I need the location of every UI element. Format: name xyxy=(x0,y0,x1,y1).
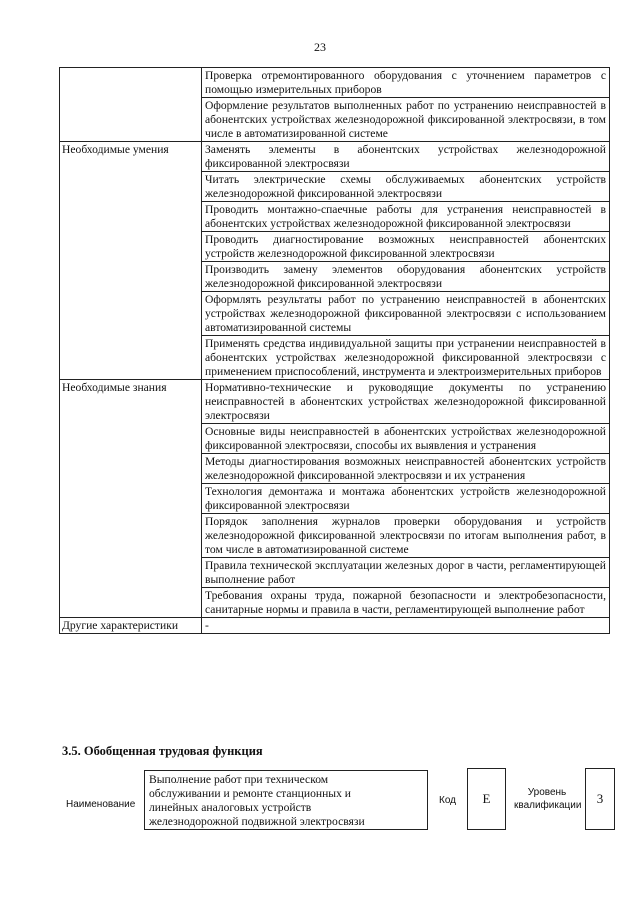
row-text: Требования охраны труда, пожарной безопасности и электробезопасности, санитарные нормы и правила в части, регламентирующей выполнение работ xyxy=(202,588,610,618)
function-name-line: линейных аналоговых устройств xyxy=(149,801,312,814)
function-name-line: обслуживании и ремонте станционных и xyxy=(149,787,351,800)
function-name-box xyxy=(144,770,428,830)
level-label: Уровень квалификации xyxy=(514,787,582,811)
table-row xyxy=(60,68,610,98)
row-label-skills: Необходимые умения xyxy=(60,142,202,380)
row-text: - xyxy=(202,618,610,634)
row-text: Проводить диагностирование возможных неисправностей абонентских устройств железнодорожной фиксированной электросвязи xyxy=(202,232,610,262)
table-row xyxy=(60,142,610,172)
row-label xyxy=(60,68,202,142)
row-text: Основные виды неисправностей в абонентских устройствах железнодорожной фиксированной электросвязи, способы их выявления и устранения xyxy=(202,424,610,454)
row-label-knowledge: Необходимые знания xyxy=(60,380,202,618)
row-text: Нормативно-технические и руководящие документы по устранению неисправностей в абонентских устройствах железнодорожной фиксированной электросвязи xyxy=(202,380,610,424)
row-text: Заменять элементы в абонентских устройствах железнодорожной фиксированной электросвязи xyxy=(202,142,610,172)
row-text: Оформление результатов выполненных работ по устранению неисправностей в абонентских устройствах железнодорожной фиксированной электросвязи, в том числе в автоматизированной системе xyxy=(202,98,610,142)
row-text: Проверка отремонтированного оборудования с уточнением параметров с помощью измерительных приборов xyxy=(202,68,610,98)
table-row xyxy=(60,618,610,634)
row-text: Технология демонтажа и монтажа абонентских устройств железнодорожной фиксированной электросвязи xyxy=(202,484,610,514)
row-label-other: Другие характеристики xyxy=(60,618,202,634)
row-text: Порядок заполнения журналов проверки оборудования и устройств железнодорожной фиксированной электросвязи по итогам выполнения работ, в том числе в автоматизированной системе xyxy=(202,514,610,558)
table-row xyxy=(60,380,610,424)
level-value: 3 xyxy=(585,768,615,830)
competency-table xyxy=(59,67,610,634)
function-name-line: Выполнение работ при техническом xyxy=(149,773,329,786)
row-text: Правила технической эксплуатации железных дорог в части, регламентирующей выполнение работ xyxy=(202,558,610,588)
row-text: Проводить монтажно-спаечные работы для устранения неисправностей в абонентских устройствах железнодорожной фиксированной электросвязи xyxy=(202,202,610,232)
name-label: Наименование xyxy=(66,799,136,810)
page-number: 23 xyxy=(314,40,326,54)
section-title: 3.5. Обобщенная трудовая функция xyxy=(62,744,263,758)
code-value: Е xyxy=(467,768,506,830)
row-text: Читать электрические схемы обслуживаемых абонентских устройств железнодорожной фиксированной электросвязи xyxy=(202,172,610,202)
row-text: Методы диагностирования возможных неисправностей абонентских устройств железнодорожной фиксированной электросвязи и их устранения xyxy=(202,454,610,484)
row-text: Оформлять результаты работ по устранению неисправностей в абонентских устройствах железнодорожной фиксированной электросвязи с использованием автоматизированной системы xyxy=(202,292,610,336)
function-name-line: железнодорожной подвижной электросвязи xyxy=(149,815,365,828)
row-text: Применять средства индивидуальной защиты при устранении неисправностей в абонентских устройствах железнодорожной фиксированной электросвязи с применением приспособлений, инструмента и электроизмерительных приборов xyxy=(202,336,610,380)
code-label: Код xyxy=(439,795,457,806)
row-text: Производить замену элементов оборудования абонентских устройств железнодорожной фиксированной электросвязи xyxy=(202,262,610,292)
